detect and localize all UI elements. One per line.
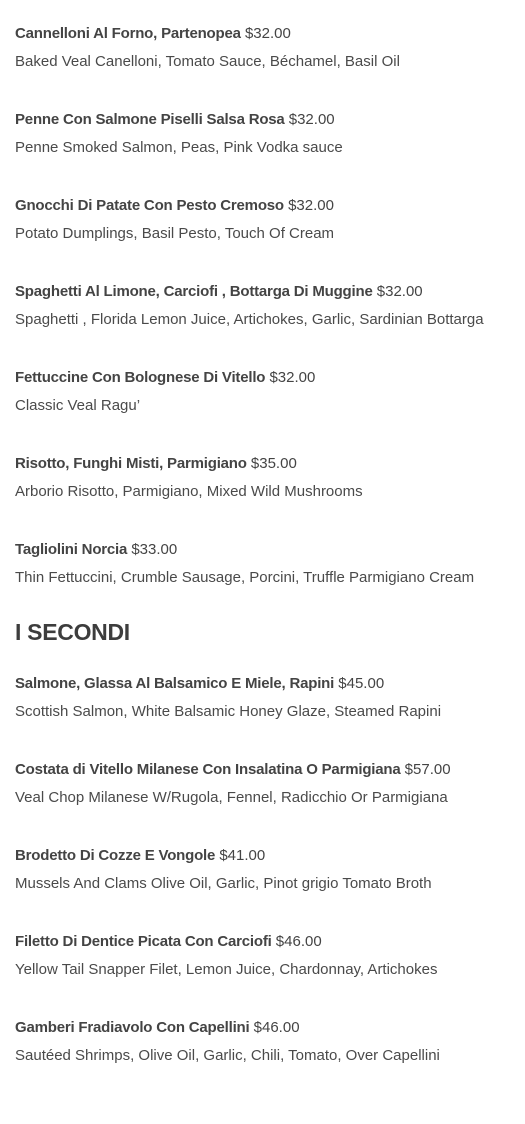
- menu-item-name: Fettuccine Con Bolognese Di Vitello: [15, 369, 266, 386]
- menu-item-price: $46.00: [253, 1019, 300, 1036]
- menu-item-title: [15, 22, 515, 46]
- menu-item-title: [15, 672, 515, 696]
- menu-item-title: [15, 366, 515, 390]
- menu-item: [15, 194, 515, 246]
- menu-item-name: Brodetto Di Cozze E Vongole: [15, 847, 216, 864]
- menu-item-description: Arborio Risotto, Parmigiano, Mixed Wild Mushrooms: [15, 483, 363, 500]
- menu-item: [15, 108, 515, 160]
- menu-item-description: Classic Veal Ragu’: [15, 397, 141, 414]
- menu-item-name: Penne Con Salmone Piselli Salsa Rosa: [15, 111, 285, 128]
- menu-item: [15, 1016, 515, 1068]
- menu-item: [15, 930, 515, 982]
- menu-item-price: $35.00: [250, 455, 297, 472]
- menu-item: [15, 844, 515, 896]
- menu-item-title: [15, 452, 515, 476]
- menu-item-price: $41.00: [219, 847, 266, 864]
- menu-item-name: Cannelloni Al Forno, Partenopea: [15, 25, 241, 42]
- menu-item: [15, 672, 515, 724]
- menu-item-description: Penne Smoked Salmon, Peas, Pink Vodka sauce: [15, 139, 343, 156]
- menu-item: [15, 280, 515, 332]
- menu-item-description: Sautéed Shrimps, Olive Oil, Garlic, Chili, Tomato, Over Capellini: [15, 1047, 440, 1064]
- section-heading-secondi: I SECONDI: [15, 619, 130, 645]
- menu-item-title: [15, 930, 515, 954]
- menu-item-title: [15, 844, 515, 868]
- menu-item-description: Veal Chop Milanese W/Rugola, Fennel, Radicchio Or Parmigiana: [15, 789, 448, 806]
- menu-item-title: [15, 538, 515, 562]
- menu-item-price: $45.00: [338, 675, 385, 692]
- menu-item-title: [15, 194, 515, 218]
- menu-item-name: Costata di Vitello Milanese Con Insalatina O Parmigiana: [15, 761, 401, 778]
- menu-list: [15, 22, 515, 1102]
- menu-item-price: $32.00: [288, 111, 335, 128]
- menu-item: [15, 452, 515, 504]
- menu-item: [15, 758, 515, 810]
- menu-item-title: [15, 758, 515, 782]
- menu-item-price: $57.00: [404, 761, 451, 778]
- menu-item-price: $32.00: [288, 197, 334, 214]
- menu-item-description: Thin Fettuccini, Crumble Sausage, Porcini, Truffle Parmigiano Cream: [15, 569, 475, 586]
- menu-item-description: Mussels And Clams Olive Oil, Garlic, Pinot grigio Tomato Broth: [15, 875, 432, 892]
- menu-item-description: Potato Dumplings, Basil Pesto, Touch Of Cream: [15, 225, 335, 242]
- menu-item-name: Gamberi Fradiavolo Con Capellini: [15, 1019, 250, 1036]
- menu-item-name: Spaghetti Al Limone, Carciofi , Bottarga Di Muggine: [15, 283, 373, 300]
- menu-item-title: [15, 1016, 515, 1040]
- menu-item-name: Gnocchi Di Patate Con Pesto Cremoso: [15, 197, 284, 214]
- menu-item-description: Spaghetti , Florida Lemon Juice, Artichokes, Garlic, Sardinian Bottarga: [15, 311, 484, 328]
- menu-item-description: Baked Veal Canelloni, Tomato Sauce, Béchamel, Basil Oil: [15, 53, 400, 70]
- menu-item: [15, 366, 515, 418]
- menu-item-price: $33.00: [131, 541, 178, 558]
- menu-item-description: Yellow Tail Snapper Filet, Lemon Juice, Chardonnay, Artichokes: [15, 961, 438, 978]
- menu-item-price: $32.00: [269, 369, 316, 386]
- menu-item-name: Filetto Di Dentice Picata Con Carciofi: [15, 933, 272, 950]
- menu-item-price: $32.00: [244, 25, 291, 42]
- menu-item-title: [15, 280, 515, 304]
- menu-item-description: Scottish Salmon, White Balsamic Honey Glaze, Steamed Rapini: [15, 703, 442, 720]
- menu-item-name: Tagliolini Norcia: [15, 541, 128, 558]
- menu-item-title: [15, 108, 515, 132]
- menu-item-name: Risotto, Funghi Misti, Parmigiano: [15, 455, 247, 472]
- menu-item: [15, 22, 515, 74]
- menu-item-price: $46.00: [275, 933, 322, 950]
- menu-item-name: Salmone, Glassa Al Balsamico E Miele, Rapini: [15, 675, 335, 692]
- menu-item: [15, 538, 515, 590]
- menu-item-price: $32.00: [376, 283, 423, 300]
